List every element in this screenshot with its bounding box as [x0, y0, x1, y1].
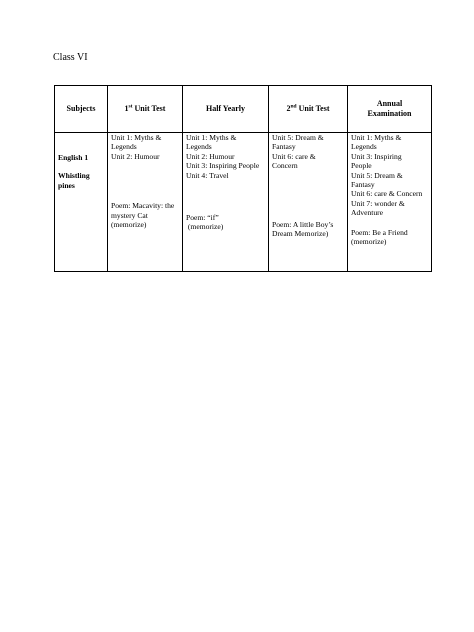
table-row: [55, 133, 432, 272]
annual-units: Unit 1: Myths & Legends Unit 3: Inspiring People Unit 5: Dream & Fantasy Unit 6: care & Concern Unit 7: wonder & Adventure: [351, 133, 423, 218]
unit-test-1-units: Unit 1: Myths & Legends Unit 2: Humour: [111, 133, 162, 161]
header-annual-examination: Annual Examination: [348, 86, 432, 133]
half-yearly-units: Unit 1: Myths & Legends Unit 2: Humour Unit 3: Inspiring People Unit 4: Travel: [186, 133, 260, 180]
header-half-yearly: Half Yearly: [183, 86, 269, 133]
half-yearly-poem: Poem: “if” (memorize): [186, 213, 224, 232]
unit-test-1-cell: [108, 133, 183, 272]
header-subjects: Subjects: [55, 86, 108, 133]
unit-test-2-poem: Poem: A little Boy’s Dream Memorize): [272, 219, 334, 239]
header-unit-test-2: 2nd Unit Test: [269, 86, 348, 133]
header-row: [55, 86, 432, 133]
half-yearly-cell: [183, 133, 269, 272]
class-heading: Class VI: [53, 52, 88, 63]
annual-poem: Poem: Be a Friend (memorize): [351, 227, 408, 247]
header-unit-test-1: 1st Unit Test: [108, 86, 183, 133]
book-name-line2: pines: [58, 180, 75, 190]
unit-test-2-cell: [269, 133, 348, 272]
annual-examination-cell: [348, 133, 432, 272]
subject-name: English 1: [58, 153, 89, 162]
syllabus-table: [54, 85, 432, 272]
subject-cell: [55, 133, 108, 272]
unit-test-2-units: Unit 5: Dream & Fantasy Unit 6: care & Concern: [272, 133, 324, 171]
book-name-line1: Whistling: [58, 171, 90, 181]
unit-test-1-poem: Poem: Macavity: the mystery Cat (memorize): [111, 201, 175, 230]
